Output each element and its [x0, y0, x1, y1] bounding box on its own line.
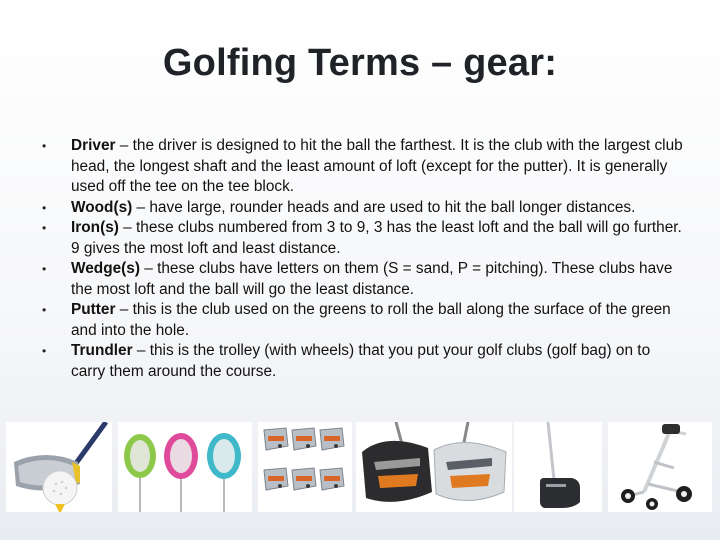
woods-icon [118, 422, 252, 512]
bullet-list [38, 136, 688, 382]
definition-irons: – these clubs numbered from 3 to 9, 3 has the least loft and the ball will go further. 9 gives the most loft and least distance. [71, 219, 682, 257]
term-driver: Driver [71, 137, 116, 154]
bullet-icon: • [42, 344, 47, 358]
definition-putter: – this is the club used on the greens to roll the ball along the surface of the green and into the hole. [71, 301, 671, 339]
wedges-photo [356, 422, 512, 512]
bullet-woods [38, 198, 688, 219]
driver-and-golf-ball-photo [6, 422, 112, 512]
bullet-icon: • [42, 139, 47, 153]
irons-set-photo [258, 422, 352, 512]
term-wedges: Wedge(s) [71, 260, 140, 277]
trolley-icon [608, 422, 712, 512]
irons-icon [258, 422, 352, 512]
bullet-icon: • [42, 303, 47, 317]
term-putter: Putter [71, 301, 116, 318]
bullet-icon: • [42, 221, 47, 235]
driver-icon [6, 422, 112, 512]
definition-trundler: – this is the trolley (with wheels) that you put your golf clubs (golf bag) on to carry them around the course. [71, 342, 651, 380]
bullet-icon: • [42, 200, 47, 215]
bullet-irons [38, 218, 688, 259]
bullet-icon: • [42, 262, 47, 276]
bullet-putter [38, 300, 688, 341]
definition-wedges: – these clubs have letters on them (S = sand, P = pitching). These clubs have the most loft and the ball will go the least distance. [71, 260, 673, 298]
term-irons: Iron(s) [71, 219, 119, 236]
term-trundler: Trundler [71, 342, 133, 359]
golf-trolley-photo [608, 422, 712, 512]
woods-clubs-photo [118, 422, 252, 512]
bullet-driver [38, 136, 688, 198]
putter-icon [514, 422, 602, 512]
slide-title: Golfing Terms – gear: [162, 42, 558, 84]
bullet-trundler [38, 341, 688, 382]
putter-photo [514, 422, 602, 512]
wedges-icon [356, 422, 512, 512]
definition-woods: – have large, rounder heads and are used to hit the ball longer distances. [132, 198, 636, 216]
definition-driver: – the driver is designed to hit the ball the farthest. It is the club with the largest club head, the longest shaft and the least amount of loft (except for the putter). It is generally used off the tee on the tee block. [71, 137, 683, 195]
term-woods: Wood(s) [71, 198, 133, 216]
gear-photo-strip [6, 422, 712, 512]
bullet-wedges [38, 259, 688, 300]
